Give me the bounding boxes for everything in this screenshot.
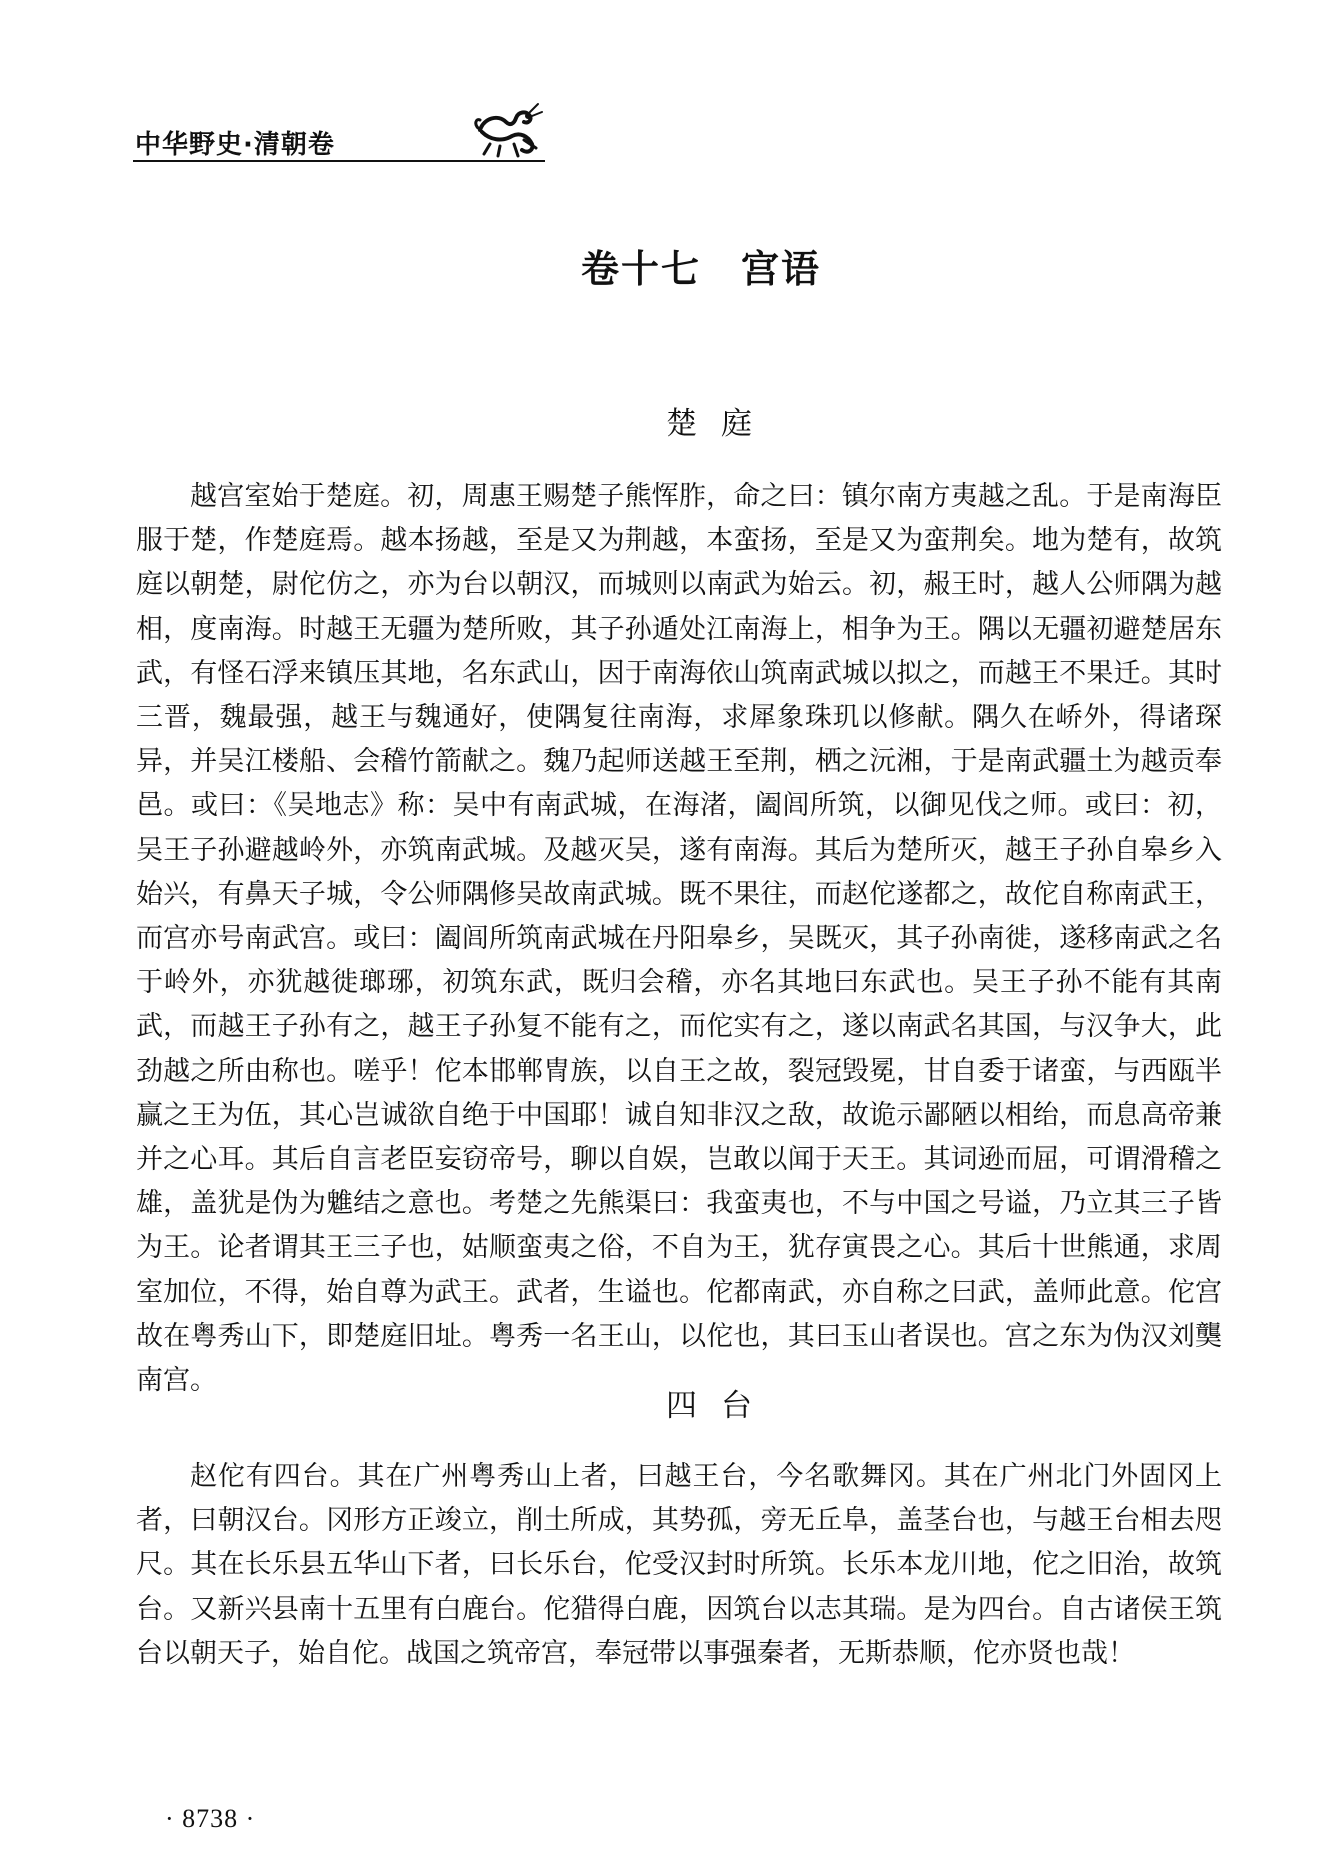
section-body-chuting: 越宫室始于楚庭。初，周惠王赐楚子熊恽胙，命之曰：镇尔南方夷越之乱。于是南海臣服于楚，作楚庭焉。越本扬越，至是又为荆越，本蛮扬，至是又为蛮荆矣。地为楚有，故筑庭以朝楚，尉佗仿之，亦为台以朝汉，而城则以南武为始云。初，赧王时，越人公师隅为越相，度南海。时越王无疆为楚所败，其子孙遁处江南海上，相争为王。隅以无疆初避楚居东武，有怪石浮来镇压其地，名东武山，因于南海依山筑南武城以拟之，而越王不果迁。其时三晋，魏最强，越王与魏通好，使隅复往南海，求犀象珠玑以修献。隅久在峤外，得诸琛异，并吴江楼船、会稽竹箭献之。魏乃起师送越王至荆，栖之沅湘，于是南武疆土为越贡奉邑。或曰：《吴地志》称：吴中有南武城，在海渚，阖闾所筑，以御见伐之师。或曰：初，吴王子孙避越岭外，亦筑南武城。及越灭吴，遂有南海。其后为楚所灭，越王子孙自皋乡入始兴，有鼻天子城，令公师隅修吴故南武城。既不果往，而赵佗遂都之，故佗自称南武王，而宫亦号南武宫。或曰：阖闾所筑南武城在丹阳皋乡，吴既灭，其子孙南徙，遂移南武之名于岭外，亦犹越徙瑯琊，初筑东武，既归会稽，亦名其地曰东武也。吴王子孙不能有其南武，而越王子孙有之，越王子孙复不能有之，而佗实有之，遂以南武名其国，与汉争大，此劲越之所由称也。嗟乎！佗本邯郸冑族，以自王之故，裂冠毁冕，甘自委于诸蛮，与西瓯半赢之王为伍，其心岂诚欲自绝于中国耶！诚自知非汉之敌，故诡示鄙陋以相绐，而息高帝兼并之心耳。其后自言老臣妄窃帝号，聊以自娱，岂敢以闻于天王。其词逊而屈，可谓滑稽之雄，盖犹是伪为魋结之意也。考楚之先熊渠曰：我蛮夷也，不与中国之号谥，乃立其三子皆为王。论者谓其王三子也，姑顺蛮夷之俗，不自为王，犹存寅畏之心。其后十世熊通，求周室加位，不得，始自尊为武王。武者，生谥也。佗都南武，亦自称之曰武，盖师此意。佗宫故在粤秀山下，即楚庭旧址。粤秀一名王山，以佗也，其曰玉山者误也。宫之东为伪汉刘龑南宫。 [136, 481, 1222, 1397]
section-title-sitai: 四台 [666, 1388, 776, 1424]
dragon-emblem-icon [470, 100, 550, 160]
page-number: · 8738 · [165, 1804, 256, 1833]
section-body-sitai: 赵佗有四台。其在广州粤秀山上者，曰越王台，今名歌舞冈。其在广州北门外固冈上者，曰朝汉台。冈形方正竣立，削土所成，其势孤，旁无丘阜，盖茎台也，与越王台相去咫尺。其在长乐县五华山下者，曰长乐台，佗受汉封时所筑。长乐本龙川地，佗之旧治，故筑台。又新兴县南十五里有白鹿台。佗猎得白鹿，因筑台以志其瑞。是为四台。自古诸侯王筑台以朝天子，始自佗。战国之筑帝宫，奉冠带以事强秦者，无斯恭顺，佗亦贤也哉！ [136, 1461, 1222, 1669]
section-title-chuting: 楚庭 [666, 406, 776, 442]
header-rule [133, 160, 545, 162]
chapter-title: 卷十七 宫语 [580, 247, 821, 291]
running-title: 中华野史·清朝卷 [135, 130, 335, 160]
